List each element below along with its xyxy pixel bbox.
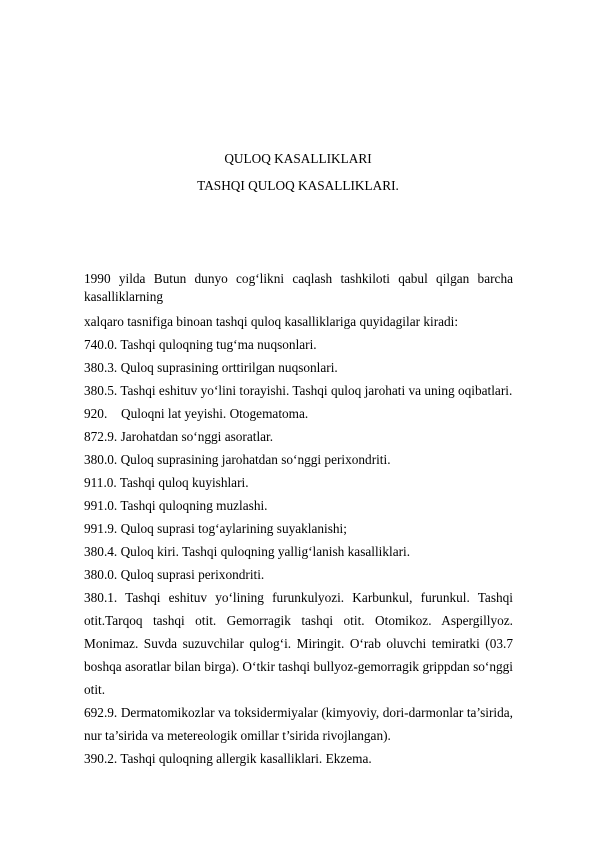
document-body [84,270,513,770]
document-subtitle: TASHQI QULOQ KASALLIKLARI. [197,178,399,193]
list-item: 390.2. Tashqi quloqning allergik kasalliklari. Ekzema. [84,751,372,766]
list-item: 380.0. Quloq suprasining jarohatdan so‘nggi perixondriti. [84,452,391,467]
list-item: 380.5. Tashqi eshituv yo‘lini torayishi. Tashqi quloq jarohati va uning oqibatlari. [84,383,513,398]
list-item: 380.3. Quloq suprasining orttirilgan nuqsonlari. [84,360,338,375]
list-item: 991.9. Quloq suprasi tog‘aylarining suyaklanishi; [84,521,347,536]
list-item: 380.4. Quloq kiri. Tashqi quloqning yallig‘lanish kasalliklari. [84,544,411,559]
list-item: 740.0. Tashqi quloqning tug‘ma nuqsonlari. [84,337,317,352]
document-title: QULOQ KASALLIKLARI [224,151,372,166]
list-item-number: 920. [84,406,108,421]
list-item: 380.0. Quloq suprasi perixondriti. [84,567,265,582]
list-item-text: Quloqni lat yeyishi. Otogematoma. [121,406,309,421]
list-item: 991.0. Tashqi quloqning muzlashi. [84,498,268,513]
paragraph-intro: 1990 yilda Butun dunyo cog‘likni caqlash tashkiloti qabul qilgan barcha kasalliklarning [84,271,513,304]
paragraph-intro-continued: xalqaro tasnifiga binoan tashqi quloq kasalliklariga quyidagilar kiradi: [84,314,459,329]
list-item [84,402,513,425]
list-item: 692.9. Dermatomikozlar va toksidermiyalar (kimyoviy, dori-darmonlar ta’sirida, nur ta’sirida va metereologik omillar t’sirida rivojlangan). [84,705,513,743]
list-item: 872.9. Jarohatdan so‘nggi asoratlar. [84,429,274,444]
list-item: 380.1. Tashqi eshituv yo‘lining furunkulyozi. Karbunkul, furunkul. Tashqi otit.Tarqoq tashqi otit. Gemorragik tashqi otit. Otomikoz. Aspergillyoz. Monimaz. Suvda suzuvchilar qulog‘i. Miringit. O‘rab oluvchi temiratki (03.7 boshqa asoratlar bilan birga). O‘tkir tashqi bullyoz-gemorragik grippdan so‘nggi otit. [84,590,513,697]
list-item: 911.0. Tashqi quloq kuyishlari. [84,475,249,490]
